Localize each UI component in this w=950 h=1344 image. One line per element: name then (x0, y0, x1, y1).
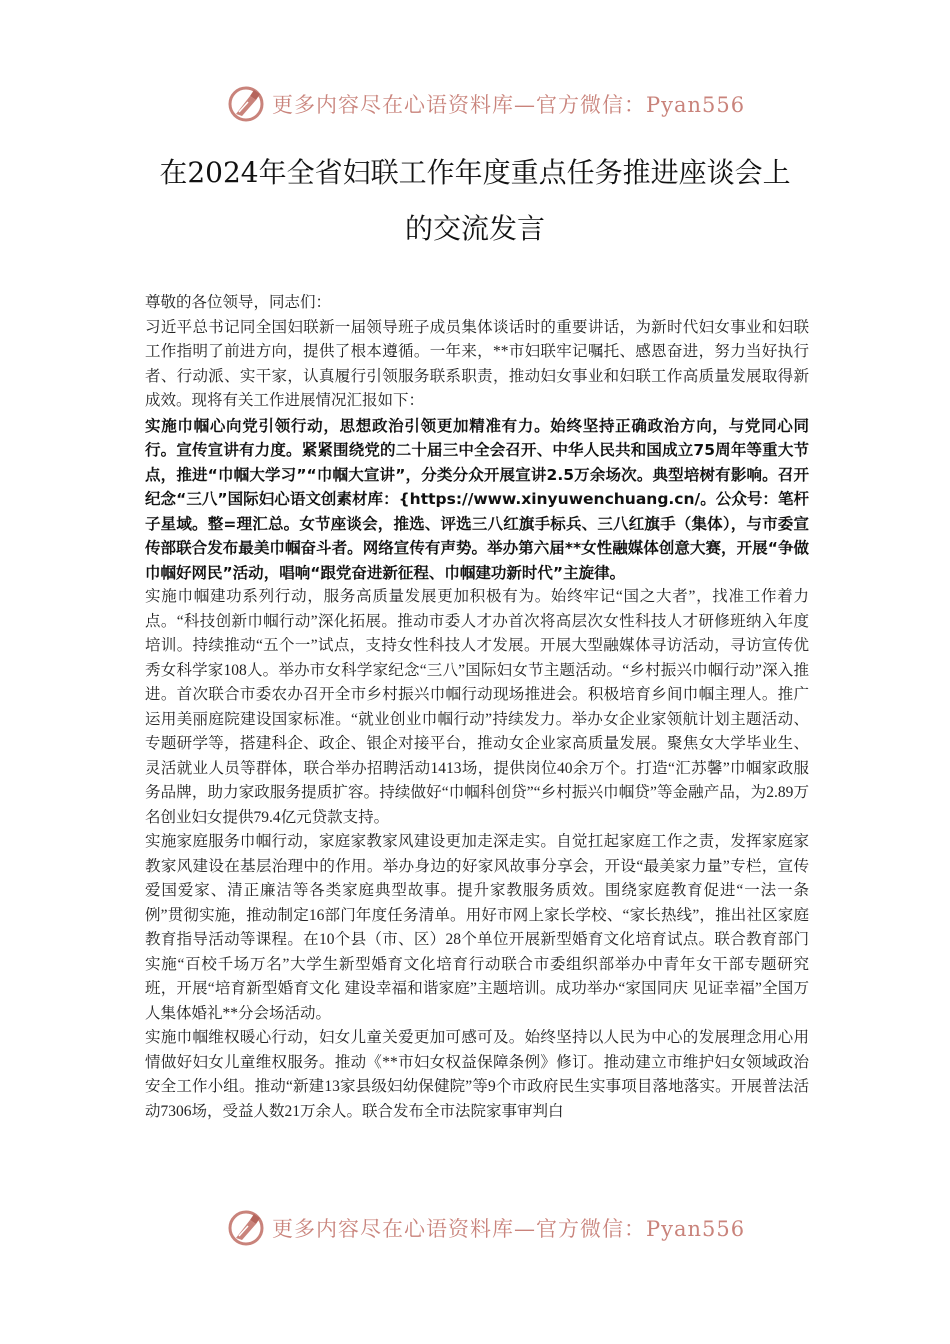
header-watermark-banner (226, 82, 746, 126)
document-title (120, 145, 830, 257)
pen-nib-icon (226, 84, 266, 124)
pen-nib-icon (226, 1208, 266, 1248)
section-4-paragraph: 实施巾帼维权暖心行动，妇女儿童关爱更加可感可及。始终坚持以人民为中心的发展理念用心用情做好妇女儿童维权服务。推动《**市妇女权益保障条例》修订。推动建立市维护妇女领域政治安全工作小组。推动“新建13家县级妇幼保健院”等9个市政府民生实事项目落地落实。开展普法活动7306场，受益人数21万余人。联合发布全市法院家事审判白 (145, 1029, 809, 1120)
footer-watermark-banner (226, 1206, 746, 1250)
banner-text: 更多内容尽在心语资料库—官方微信：Pyan556 (272, 93, 746, 117)
document-body (145, 291, 809, 1124)
title-line-2: 的交流发言 (404, 212, 545, 245)
section-3-paragraph: 实施家庭服务巾帼行动，家庭家教家风建设更加走深走实。自觉扛起家庭工作之责，发挥家庭家教家风建设在基层治理中的作用。举办身边的好家风故事分享会，开设“最美家力量”专栏，宣传爱国爱家、清正廉洁等各类家庭典型故事。提升家教服务质效。围绕家庭教育促进“一法一条例”贯彻实施，推动制定16部门年度任务清单。用好市网上家长学校、“家长热线”，推出社区家庭教育指导活动等课程。在10个县（市、区）28个单位开展新型婚育文化培育试点。联合教育部门实施“百校千场万名”大学生新型婚育文化培育行动联合市委组织部举办中青年女干部专题研究班，开展“培育新型婚育文化 建设幸福和谐家庭”主题培训。成功举办“家国同庆 见证幸福”全国万人集体婚礼**分会场活动。 (145, 833, 809, 1022)
banner-text: 更多内容尽在心语资料库—官方微信：Pyan556 (272, 1217, 746, 1241)
greeting-paragraph: 尊敬的各位领导，同志们： (145, 294, 332, 311)
intro-paragraph: 习近平总书记同全国妇联新一届领导班子成员集体谈话时的重要讲话，为新时代妇女事业和妇联工作指明了前进方向，提供了根本遵循。一年来，**市妇联牢记嘱托、感恩奋进，努力当好执行者、行动派、实干家，认真履行引领服务联系职责，推动妇女事业和妇联工作高质量发展取得新成效。现将有关工作进展情况汇报如下： (145, 318, 809, 409)
section-2-paragraph: 实施巾帼建功系列行动，服务高质量发展更加积极有为。始终牢记“国之大者”，找准工作着力点。“科技创新巾帼行动”深化拓展。推动市委人才办首次将高层次女性科技人才研修班纳入年度培训。持续推动“五个一”试点，支持女性科技人才发展。开展大型融媒体寻访活动，寻访宣传优秀女科学家108人。举办市女科学家纪念“三八”国际妇女节主题活动。“乡村振兴巾帼行动”深入推进。首次联合市委农办召开全市乡村振兴巾帼行动现场推进会。积极培育乡间巾帼主理人。推广运用美丽庭院建设国家标准。“就业创业巾帼行动”持续发力。举办女企业家领航计划主题活动、专题研学等，搭建科企、政企、银企对接平台，推动女企业家高质量发展。聚焦女大学毕业生、灵活就业人员等群体，联合举办招聘活动1413场，提供岗位40余万个。打造“汇苏馨”巾帼家政服务品牌，助力家政服务提质扩容。持续做好“巾帼科创贷”“乡村振兴巾帼贷”等金融产品，为2.89万名创业妇女提供79.4亿元贷款支持。 (145, 588, 809, 826)
title-line-1: 在2024年全省妇联工作年度重点任务推进座谈会上 (159, 156, 791, 189)
section-1-paragraph: 实施巾帼心向党引领行动，思想政治引领更加精准有力。始终坚持正确政治方向，与党同心同行。宣传宣讲有力度。紧紧围绕党的二十届三中全会召开、中华人民共和国成立75周年等重大节点，推进“巾帼大学习”“巾帼大宣讲”，分类分众开展宣讲2.5万余场次。典型培树有影响。召开纪念“三八”国际妇心语文创素材库：{https://www.xinyuwenchuang.cn/。公众号：笔杆子星域。整=理汇总。女节座谈会，推选、评选三八红旗手标兵、三八红旗手（集体），与市委宣传部联合发布最美巾帼奋斗者。网络宣传有声势。举办第六届**女性融媒体创意大赛，开展“争做巾帼好网民”活动，唱响“跟党奋进新征程、巾帼建功新时代”主旋律。 (145, 416, 809, 582)
